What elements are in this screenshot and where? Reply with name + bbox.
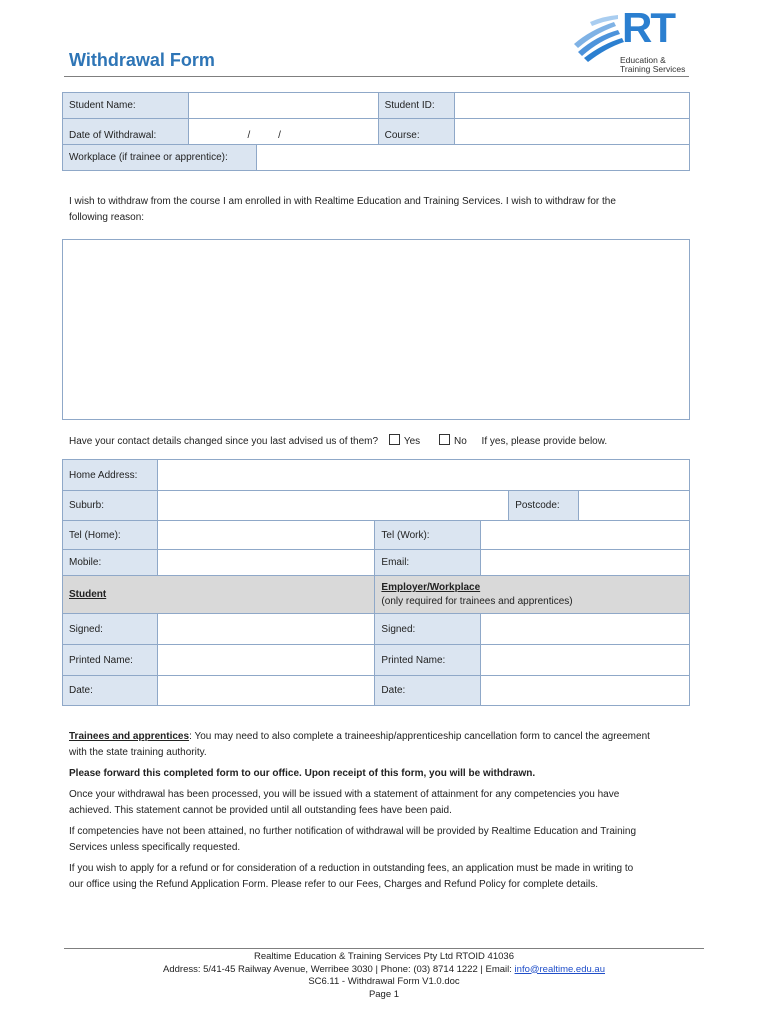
processed-line-2: achieved. This statement cannot be provided until all outstanding fees have been paid. [69, 805, 452, 816]
tel-work-label: Tel (Work): [375, 521, 481, 550]
forward-note: Please forward this completed form to our office. Upon receipt of this form, you will be withdrawn. [69, 768, 536, 779]
home-address-label: Home Address: [63, 460, 158, 491]
trainees-note [69, 729, 709, 745]
mobile-field[interactable] [157, 550, 375, 576]
notes-section [69, 729, 709, 893]
employer-date-label: Date: [375, 676, 481, 706]
intro-text [69, 194, 699, 226]
logo-sub-2: Training Services [620, 64, 686, 74]
refund-line-2: our office using the Refund Application Form. Please refer to our Fees, Charges and Refund Policy for complete details. [69, 879, 598, 890]
student-signed-field[interactable] [157, 614, 375, 645]
footer-doc-ref: SC6.11 - Withdrawal Form V1.0.doc [308, 976, 460, 987]
footer-company: Realtime Education & Training Services Pty Ltd RTOID 41036 [254, 951, 514, 962]
intro-line-2: following reason: [69, 212, 145, 223]
contact-question-row [69, 434, 709, 450]
logo-letters: RT [622, 4, 674, 51]
employer-signed-label: Signed: [375, 614, 481, 645]
tel-work-field[interactable] [481, 521, 690, 550]
workplace-table [62, 144, 690, 171]
home-address-field[interactable] [157, 460, 689, 491]
email-field[interactable] [481, 550, 690, 576]
yes-label: Yes [403, 436, 421, 447]
tel-home-label: Tel (Home): [63, 521, 158, 550]
trainees-label: Trainees and apprentices [69, 731, 190, 742]
suburb-label: Suburb: [63, 491, 158, 521]
logo-sub-1: Education & [620, 55, 666, 65]
tel-home-field[interactable] [157, 521, 375, 550]
footer-address: Address: 5/41-45 Railway Avenue, Werribee 3030 | Phone: (03) 8714 1222 | Email: [163, 963, 515, 975]
student-printed-name-label: Printed Name: [63, 645, 158, 676]
trainees-text-1: : You may need to also complete a traineeship/apprenticeship cancellation form to cancel the agreement [189, 731, 650, 742]
footer-email-link[interactable]: info@realtime.edu.au [514, 963, 605, 975]
rt-logo [570, 4, 692, 78]
footer-page-number: Page 1 [368, 988, 400, 1000]
contact-question: Have your contact details changed since you last advised us of them? [69, 436, 379, 447]
footer-rule [64, 948, 704, 949]
competencies-line-2: Services unless specifically requested. [69, 842, 241, 853]
employer-signed-field[interactable] [481, 614, 690, 645]
trainees-text-2: with the state training authority. [69, 747, 207, 758]
suburb-field[interactable] [157, 491, 508, 521]
mobile-label: Mobile: [63, 550, 158, 576]
course-label: Course: [378, 119, 454, 153]
workplace-label: Workplace (if trainee or apprentice): [63, 145, 257, 171]
student-signed-label: Signed: [63, 614, 158, 645]
student-id-field[interactable] [454, 93, 689, 119]
student-name-label: Student Name: [63, 93, 189, 119]
date-of-withdrawal-label: Date of Withdrawal: [63, 119, 189, 153]
email-label: Email: [375, 550, 481, 576]
student-printed-name-field[interactable] [157, 645, 375, 676]
contact-instruction: If yes, please provide below. [481, 436, 608, 447]
employer-printed-name-field[interactable] [481, 645, 690, 676]
header-rule [64, 76, 689, 77]
student-section-header: Student [63, 576, 375, 614]
page-title: Withdrawal Form [69, 50, 215, 70]
student-name-field[interactable] [188, 93, 378, 119]
student-date-label: Date: [63, 676, 158, 706]
no-checkbox[interactable] [439, 434, 450, 445]
employer-heading: Employer/Workplace [381, 582, 481, 593]
student-date-field[interactable] [157, 676, 375, 706]
refund-line-1: If you wish to apply for a refund or for consideration of a reduction in outstanding fees, an application must be made in writing to [69, 863, 634, 874]
postcode-label: Postcode: [509, 491, 579, 521]
student-id-label: Student ID: [378, 93, 454, 119]
footer-address-line [64, 964, 704, 977]
employer-note: (only required for trainees and apprentices) [381, 596, 573, 607]
contact-details-table [62, 459, 690, 706]
yes-checkbox[interactable] [389, 434, 400, 445]
employer-printed-name-label: Printed Name: [375, 645, 481, 676]
competencies-line-1: If competencies have not been attained, no further notification of withdrawal will be provided by Realtime Education and Training [69, 826, 637, 837]
footer [64, 951, 704, 1001]
no-label: No [453, 436, 467, 447]
employer-section-header [375, 576, 690, 614]
reason-textarea[interactable] [62, 239, 690, 420]
employer-date-field[interactable] [481, 676, 690, 706]
date-slashes: / / [247, 130, 281, 141]
workplace-field[interactable] [256, 145, 689, 171]
postcode-field[interactable] [579, 491, 690, 521]
intro-line-1: I wish to withdraw from the course I am enrolled in with Realtime Education and Training Services. I wish to withdraw for the [69, 196, 616, 207]
processed-line-1: Once your withdrawal has been processed, you will be issued with a statement of attainment for any competencies you have [69, 789, 620, 800]
